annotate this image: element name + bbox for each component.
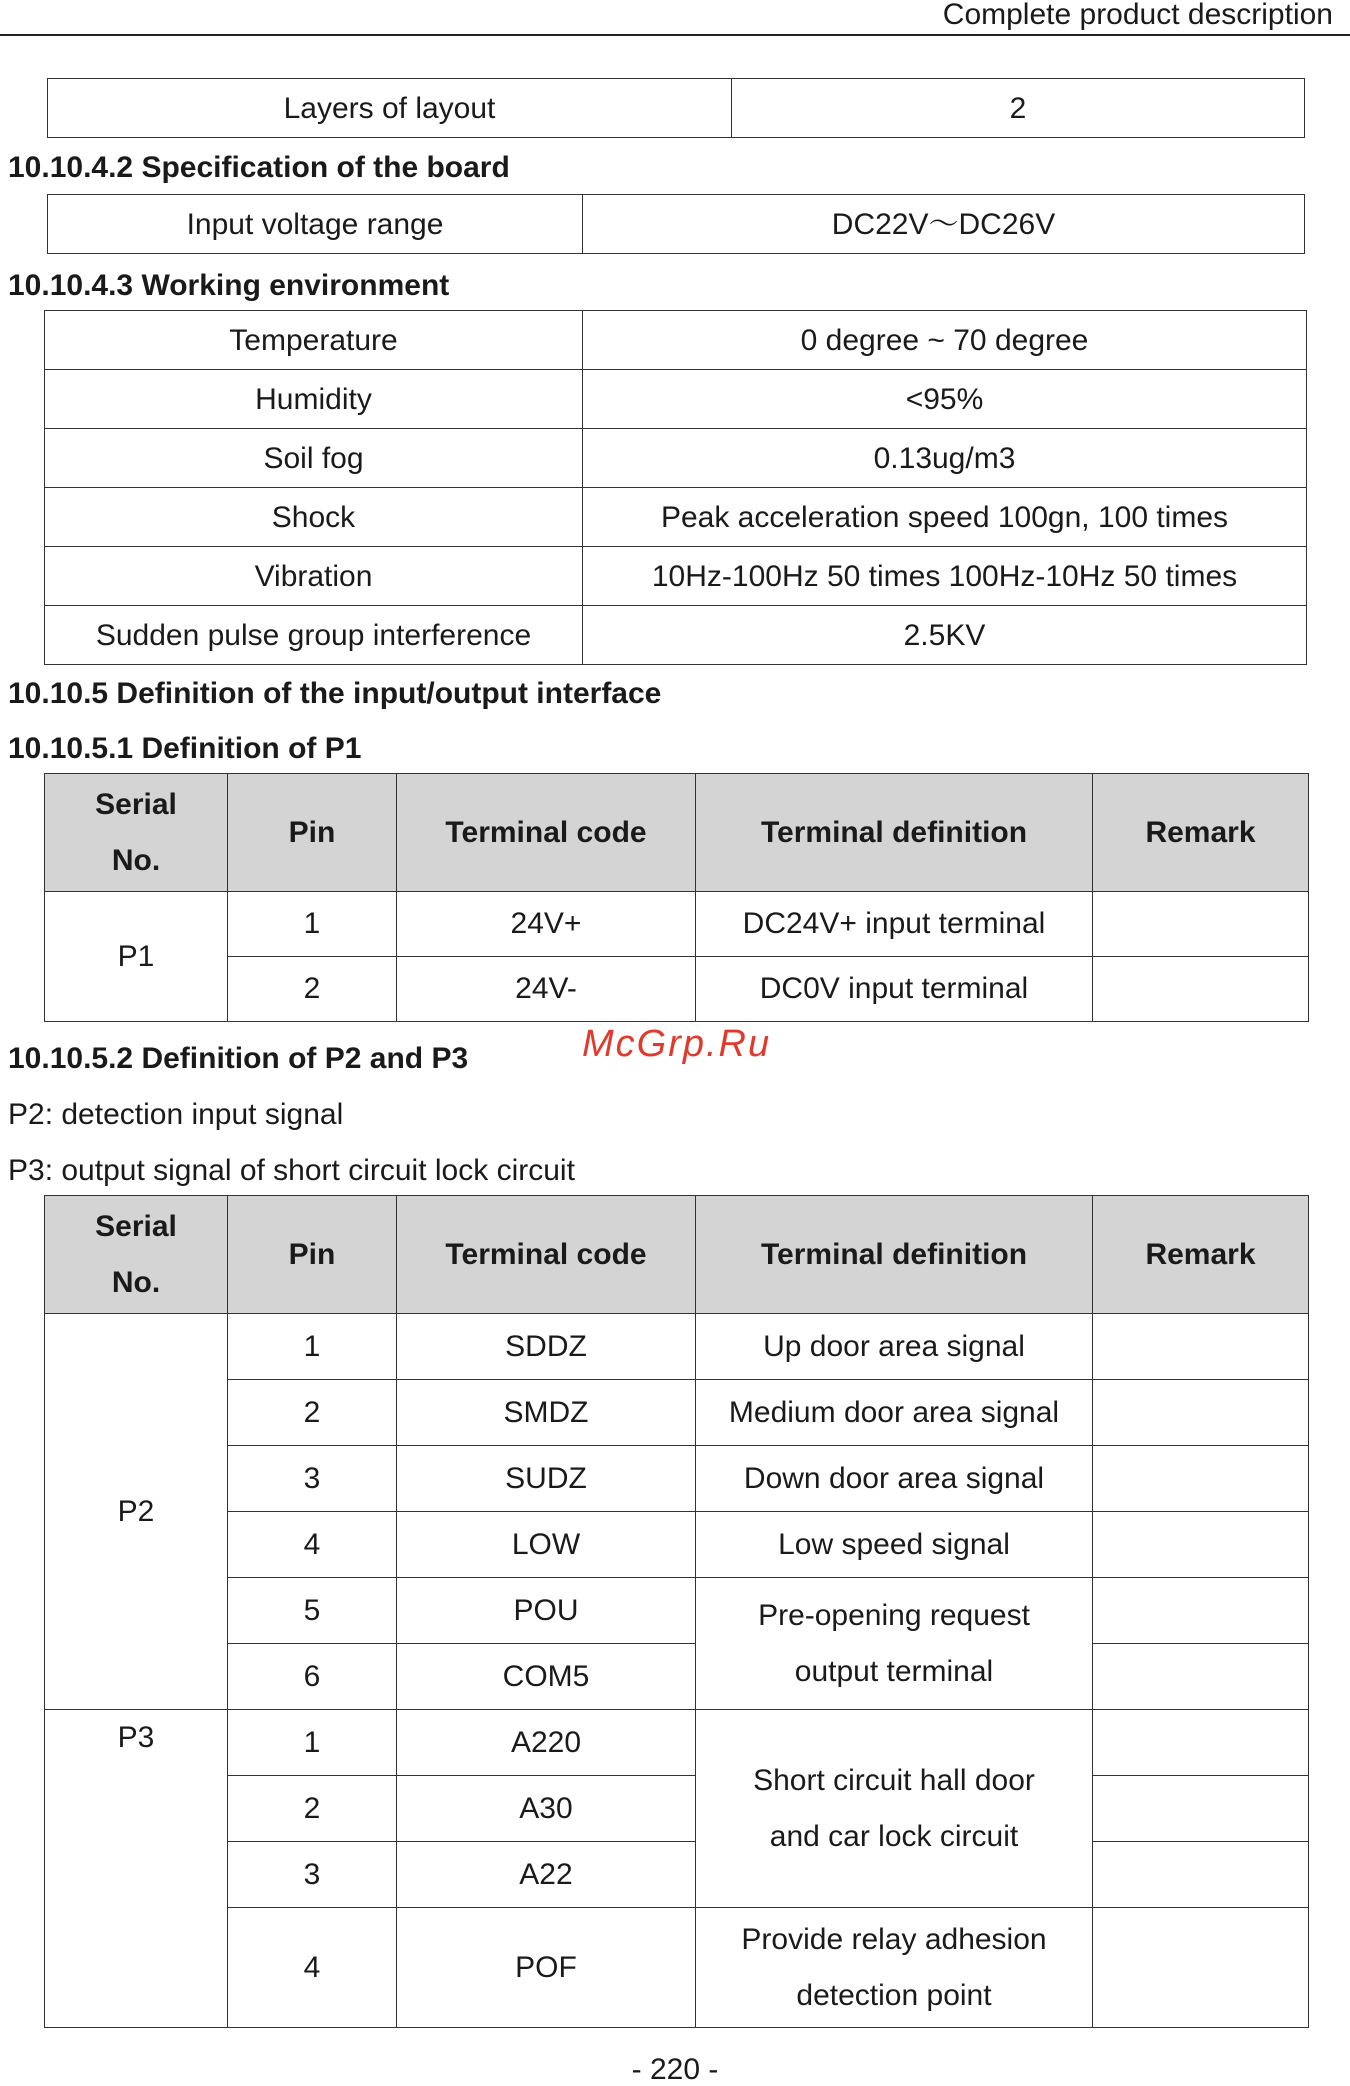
- pin-cell: 2: [228, 1380, 397, 1446]
- table-header-row: [45, 1196, 1309, 1314]
- remark-cell: [1093, 1842, 1309, 1908]
- definition-cell: Up door area signal: [696, 1314, 1093, 1380]
- remark-cell: [1093, 1578, 1309, 1644]
- p2-note: P2: detection input signal: [8, 1098, 344, 1131]
- remark-cell: [1093, 1776, 1309, 1842]
- col-terminal-code: Terminal code: [397, 774, 696, 892]
- table-row: [45, 892, 1309, 957]
- col-pin: Pin: [228, 774, 397, 892]
- env-value: 10Hz-100Hz 50 times 100Hz-10Hz 50 times: [583, 547, 1307, 606]
- code-cell: A220: [397, 1710, 696, 1776]
- remark-cell: [1093, 1446, 1309, 1512]
- layers-table: [47, 78, 1305, 138]
- code-cell: SDDZ: [397, 1314, 696, 1380]
- remark-cell: [1093, 1710, 1309, 1776]
- pin-cell: 1: [228, 1314, 397, 1380]
- env-label: Humidity: [45, 370, 583, 429]
- code-cell: LOW: [397, 1512, 696, 1578]
- env-label: Sudden pulse group interference: [45, 606, 583, 665]
- remark-cell: [1093, 1380, 1309, 1446]
- col-serial-no: Serial No.: [45, 1196, 228, 1314]
- pin-cell: 6: [228, 1644, 397, 1710]
- code-cell: A22: [397, 1842, 696, 1908]
- definition-cell: Pre-opening request output terminal: [696, 1578, 1093, 1710]
- p3-note: P3: output signal of short circuit lock circuit: [8, 1154, 575, 1187]
- table-row: [45, 429, 1307, 488]
- col-terminal-definition: Terminal definition: [696, 774, 1093, 892]
- io-heading: 10.10.5 Definition of the input/output interface: [8, 677, 662, 710]
- table-row: [45, 606, 1307, 665]
- remark-cell: [1093, 1644, 1309, 1710]
- table-row: [45, 370, 1307, 429]
- col-terminal-code: Terminal code: [397, 1196, 696, 1314]
- code-cell: 24V+: [397, 892, 696, 957]
- code-cell: SUDZ: [397, 1446, 696, 1512]
- code-cell: POF: [397, 1908, 696, 2028]
- env-value: 2.5KV: [583, 606, 1307, 665]
- p23-heading: 10.10.5.2 Definition of P2 and P3: [8, 1042, 469, 1075]
- definition-cell: Down door area signal: [696, 1446, 1093, 1512]
- table-row: [45, 1776, 1309, 1842]
- serial-cell: P1: [45, 892, 228, 1022]
- table-row: [45, 547, 1307, 606]
- table-row: [45, 1578, 1309, 1644]
- layers-label: Layers of layout: [48, 79, 732, 138]
- col-remark: Remark: [1093, 774, 1309, 892]
- remark-cell: [1093, 1314, 1309, 1380]
- pin-cell: 2: [228, 1776, 397, 1842]
- table-row: [45, 311, 1307, 370]
- remark-cell: [1093, 1512, 1309, 1578]
- definition-cell: Short circuit hall door and car lock circuit: [696, 1710, 1093, 1908]
- env-value: 0 degree ~ 70 degree: [583, 311, 1307, 370]
- board-table: [47, 194, 1305, 254]
- table-row: [45, 1644, 1309, 1710]
- pin-cell: 1: [228, 1710, 397, 1776]
- col-pin: Pin: [228, 1196, 397, 1314]
- definition-cell: Medium door area signal: [696, 1380, 1093, 1446]
- page-header-title: Complete product description: [942, 0, 1333, 31]
- col-terminal-definition: Terminal definition: [696, 1196, 1093, 1314]
- p23-table: [44, 1195, 1309, 2028]
- board-heading: 10.10.4.2 Specification of the board: [8, 151, 510, 184]
- pin-cell: 1: [228, 892, 397, 957]
- p1-table: [44, 773, 1309, 1022]
- pin-cell: 2: [228, 957, 397, 1022]
- watermark: McGrp.Ru: [582, 1023, 772, 1065]
- definition-cell: DC0V input terminal: [696, 957, 1093, 1022]
- definition-cell: Low speed signal: [696, 1512, 1093, 1578]
- pin-cell: 4: [228, 1512, 397, 1578]
- pin-cell: 5: [228, 1578, 397, 1644]
- p1-heading: 10.10.5.1 Definition of P1: [8, 732, 362, 765]
- code-cell: COM5: [397, 1644, 696, 1710]
- environment-table: [44, 310, 1307, 665]
- remark-cell: [1093, 1908, 1309, 2028]
- definition-cell: DC24V+ input terminal: [696, 892, 1093, 957]
- code-cell: SMDZ: [397, 1380, 696, 1446]
- env-label: Shock: [45, 488, 583, 547]
- table-row: [45, 1314, 1309, 1380]
- board-label: Input voltage range: [48, 195, 583, 254]
- table-row: [48, 195, 1305, 254]
- code-cell: A30: [397, 1776, 696, 1842]
- table-row: [45, 1710, 1309, 1776]
- col-remark: Remark: [1093, 1196, 1309, 1314]
- pin-cell: 4: [228, 1908, 397, 2028]
- environment-heading: 10.10.4.3 Working environment: [8, 269, 450, 302]
- pin-cell: 3: [228, 1842, 397, 1908]
- col-serial-no: Serial No.: [45, 774, 228, 892]
- table-row: [45, 1842, 1309, 1908]
- table-row: [45, 488, 1307, 547]
- table-row: [45, 1446, 1309, 1512]
- definition-cell: Provide relay adhesion detection point: [696, 1908, 1093, 2028]
- table-header-row: [45, 774, 1309, 892]
- code-cell: POU: [397, 1578, 696, 1644]
- code-cell: 24V-: [397, 957, 696, 1022]
- table-row: [48, 79, 1305, 138]
- remark-cell: [1093, 957, 1309, 1022]
- env-label: Soil fog: [45, 429, 583, 488]
- serial-cell: P3: [45, 1710, 228, 2028]
- header-rule: [0, 34, 1350, 36]
- table-row: [45, 1380, 1309, 1446]
- env-value: Peak acceleration speed 100gn, 100 times: [583, 488, 1307, 547]
- layers-value: 2: [732, 79, 1305, 138]
- page-number: - 220 -: [631, 2053, 719, 2086]
- env-label: Vibration: [45, 547, 583, 606]
- table-row: [45, 1908, 1309, 2028]
- table-row: [45, 957, 1309, 1022]
- table-row: [45, 1512, 1309, 1578]
- pin-cell: 3: [228, 1446, 397, 1512]
- env-label: Temperature: [45, 311, 583, 370]
- board-value: DC22V～DC26V: [583, 195, 1305, 254]
- env-value: <95%: [583, 370, 1307, 429]
- serial-cell: P2: [45, 1314, 228, 1710]
- env-value: 0.13ug/m3: [583, 429, 1307, 488]
- remark-cell: [1093, 892, 1309, 957]
